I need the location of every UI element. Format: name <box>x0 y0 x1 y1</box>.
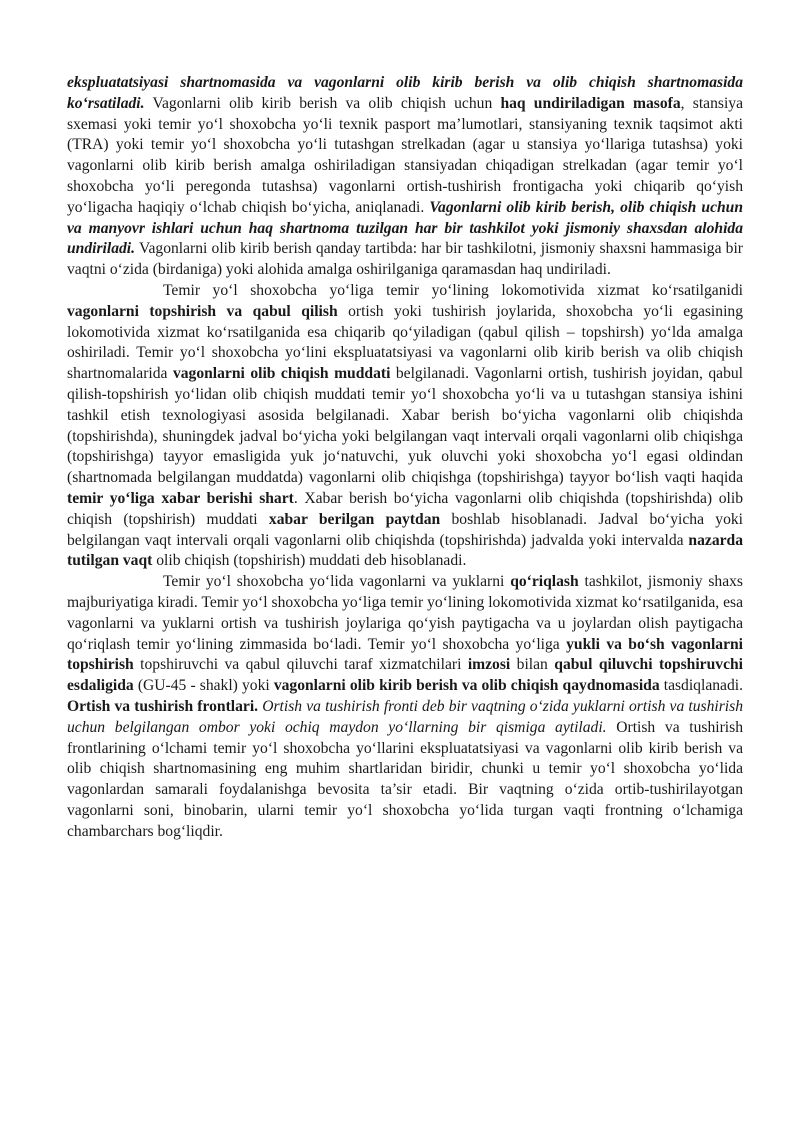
text-run: tasdiqlanadi. <box>659 677 743 695</box>
bold-term: xabar berilgan paytdan <box>268 510 441 528</box>
text-run: Vagonlarni olib kirib berish va olib chiqish uchun <box>144 94 501 112</box>
paragraph-1 <box>67 73 743 281</box>
text-run: boshlab hisoblanadi. Jadval bo‘yicha yoki belgilangan vaqt intervali orqali vagonlarni olib chiqishda (topshirishda) jadvalda yoki intervalda <box>67 510 744 549</box>
bold-italic-statement: Vagonlarni olib kirib berish, olib chiqish uchun va manyovr ishlari uchun haq shartnoma tuzilgan har bir tashkilot yoki jismoniy shaxsdan alohida undiriladi. <box>67 198 744 258</box>
text-run: ortish yoki tushirish joylarida, shoxobcha yo‘li egasining lokomotivida xizmat ko‘rsatilganida esa chiqarib qo‘yiladigan (qabul qilish – topshirsh) yo‘lda amalga oshiriladi. Temir yo‘l shoxobcha yo‘lini ekspluatatsiyasi va vagonlarni olib kirib berish va olib chiqish shartnomalarida <box>67 302 743 383</box>
text-run: topshiruvchi va qabul qiluvchi taraf xizmatchilari <box>133 656 468 674</box>
italic-definition: Ortish va tushirish fronti deb bir vaqtning o‘zida yuklarni ortish va tushirish uchun belgilangan ombor yoki ochiq maydon yo‘llarning bir qismiga aytiladi. <box>67 697 743 736</box>
bold-term: temir yo‘liga xabar berishi shart <box>67 489 294 507</box>
bold-term: Ortish va tushirish frontlari. <box>67 697 259 715</box>
text-run: Temir yo‘l shoxobcha yo‘lida vagonlarni va yuklarni <box>163 573 511 591</box>
text-run: tashkilot, jismoniy shaxs majburiyatiga kiradi. Temir yo‘l shoxobcha yo‘liga temir yo‘lining lokomotivida xizmat ko‘rsatilganida, esa vagonlarni va yuklarni ortish va tushirish joylariga qo‘yish paytigacha va u joylardan olish paytigacha qo‘riqlash temir yo‘lining zimmasida bo‘ladi. Temir yo‘l shoxobcha yo‘liga <box>67 573 743 653</box>
bold-term: vagonlarni olib kirib berish va olib chiqish qaydnomasida <box>273 677 660 695</box>
bold-term: yukli va bo‘sh vagonlarni topshirish <box>67 635 744 674</box>
text-run: Ortish va tushirish frontlarining o‘lchami temir yo‘l shoxobcha yo‘llarini ekspluatatsiyasi va vagonlarni olib kirib berish va olib chiqish shartnomasining eng muhim shartlaridan biridir, chunki u temir yo‘l shoxobcha yo‘lida vagonlardan samarali foydalanishga bevosita ta’sir etadi. Bir vaqtning o‘zida ortib-tushirilayotgan vagonlarni soni, binobarin, ularni temir yo‘l shoxobcha yo‘lida turgan vaqti frontning o‘lchamiga chambarchars bog‘liqdir. <box>67 718 743 840</box>
bold-term: vagonlarni olib chiqish muddati <box>172 365 391 383</box>
bold-term: imzosi <box>467 656 511 674</box>
text-run: , stansiya sxemasi yoki temir yo‘l shoxobcha yo‘li texnik pasport ma’lumotlari, stansiyaning texnik taqsimot akti (TRA) yoki temir yo‘l shoxobcha yo‘li tutashgan strelkadan (agar u stansiya yo‘llariga tutashsa) yoki vagonlarni olib kirib berish amalga oshiriladigan stansiyadan chiqadigan strelkadan (agar temir yo‘l shoxobcha yo‘li peregonda tutashsa) vagonlarni ortish-tushirish frontigacha yoki chiqarib qo‘yish yo‘ligacha haqiqiy o‘lchab chiqish bo‘yicha, aniqlanadi. <box>67 94 743 216</box>
text-run: Vagonlarni olib kirib berish qanday tartibda: har bir tashkilotni, jismoniy shaxsni hammasiga bir vaqtni o‘zida (birdaniga) yoki alohida amalga oshirilganiga qaramasdan haq undiriladi. <box>67 240 743 279</box>
bold-term: qo‘riqlash <box>510 573 579 591</box>
paragraph-3 <box>67 572 743 842</box>
text-run: Temir yo‘l shoxobcha yo‘liga temir yo‘lining lokomotivida xizmat ko‘rsatilganidi <box>163 281 743 299</box>
bold-term: nazarda tutilgan vaqt <box>67 531 743 570</box>
bold-term: qabul qiluvchi topshiruvchi esdaligida <box>67 656 744 695</box>
paragraph-2 <box>67 281 743 572</box>
bold-italic-statement: ekspluatatsiyasi shartnomasida va vagonlarni olib kirib berish va olib chiqish shartnomasida ko‘rsatiladi. <box>67 74 743 112</box>
bold-term: haq undiriladigan masofa <box>500 94 681 112</box>
text-run: bilan <box>510 656 555 674</box>
document-page <box>67 73 743 842</box>
text-run: belgilanadi. Vagonlarni ortish, tushirish joyidan, qabul qilish-topshirish yo‘lidan olib chiqish muddati temir yo‘l shoxobcha yo‘li va u tutashgan stansiya ishini tashkil etish texnologiyasi asosida belgilanadi. Xabar berish bo‘yicha vagonlarni olib chiqishda (topshirishda), shuningdek jadval bo‘yicha yoki belgilangan vaqt intervali orqali vagonlarni olib chiqishga (topshirishga) tayyor emasligida yuk jo‘natuvchi, yuk oluvchi yoki shoxobcha yo‘l egasi oldindan (shartnomada belgilangan muddatda) vagonlarni olib chiqishga (topshirishga) tayyor bo‘lish vaqti haqida <box>67 365 743 487</box>
text-run: . Xabar berish bo‘yicha vagonlarni olib chiqishda (topshirishda) olib chiqish (topshirish) muddati <box>67 489 743 528</box>
text-run: (GU-45 - shakl) yoki <box>133 677 274 695</box>
text-run: olib chiqish (topshirish) muddati deb hisoblanadi. <box>152 552 467 570</box>
bold-term: vagonlarni topshirish va qabul qilish <box>67 302 338 320</box>
